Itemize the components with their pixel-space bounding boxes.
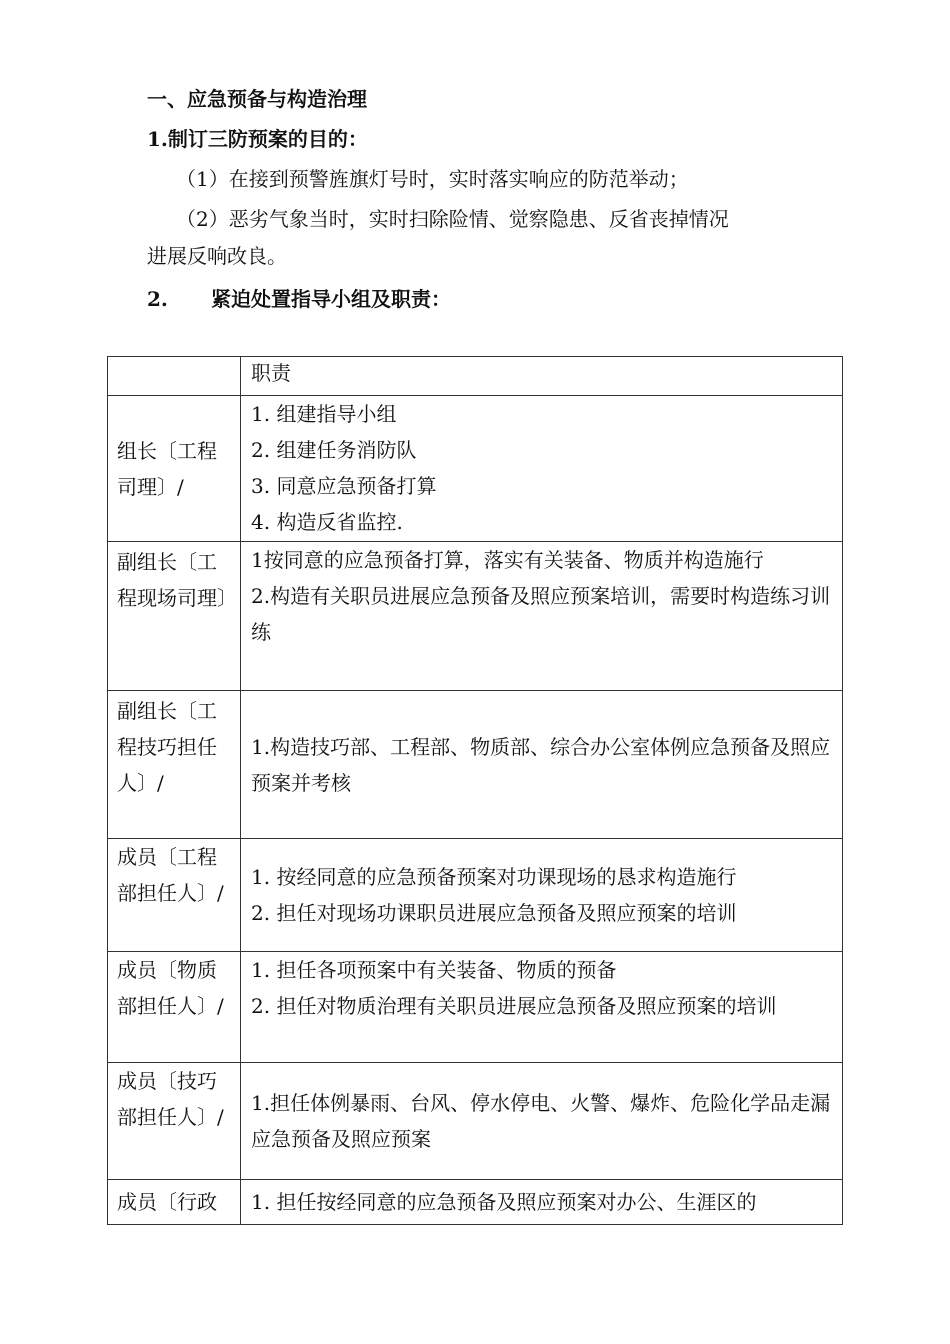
duty-line: 1. 按经同意的应急预备预案对功课现场的恳求构造施行 (251, 865, 737, 889)
role-text: 副组长〔工程现场司理〕 (117, 550, 237, 610)
item1-heading: 1.制订三防预案的目的： (147, 127, 368, 151)
duty-cell (241, 1063, 843, 1180)
item1-point-2-cont: 进展反响改良。 (147, 244, 287, 268)
table-row (108, 396, 843, 542)
role-text: 组长〔工程司理〕/ (117, 438, 217, 499)
role-cell (108, 952, 241, 1063)
role-text: 成员〔技巧部担任人〕/ (117, 1069, 224, 1129)
header-duty-cell: 职责 (241, 357, 843, 396)
table-header-row (108, 357, 843, 396)
duty-line: 2. 组建任务消防队 (251, 438, 417, 462)
role-cell (108, 1063, 241, 1180)
role-cell (108, 542, 241, 691)
duty-line: 1. 担任各项预案中有关装备、物质的预备 (251, 958, 617, 982)
duty-cell (241, 691, 843, 839)
table-row (108, 542, 843, 691)
table-row (108, 1063, 843, 1180)
table-row (108, 839, 843, 952)
duty-line: 2. 担任对物质治理有关职员进展应急预备及照应预案的培训 (251, 994, 777, 1018)
table-row (108, 691, 843, 839)
item2-number: 2. (147, 287, 168, 311)
role-text: 成员〔工程部担任人〕/ (117, 845, 224, 905)
duty-cell (241, 952, 843, 1063)
item1-point-1: （1）在接到预警旌旗灯号时，实时落实响应的防范举动； (176, 167, 689, 191)
table-row (108, 952, 843, 1063)
role-text: 成员〔物质部担任人〕/ (117, 958, 224, 1018)
role-cell (108, 691, 241, 839)
duty-line: 1. 担任按经同意的应急预备及照应预案对办公、生涯区的 (251, 1190, 757, 1214)
duty-line: 1.担任体例暴雨、台风、停水停电、火警、爆炸、危险化学品走漏应急预备及照应预案 (251, 1091, 831, 1151)
duty-cell (241, 839, 843, 952)
duty-line: 3. 同意应急预备打算 (251, 474, 437, 498)
section-title: 一、应急预备与构造治理 (147, 87, 367, 111)
table-row (108, 1180, 843, 1225)
duty-line: 2.构造有关职员进展应急预备及照应预案培训，需要时构造练习训练 (251, 584, 831, 644)
duty-line: 1按同意的应急预备打算，落实有关装备、物质并构造施行 (251, 548, 764, 572)
duty-cell (241, 1180, 843, 1225)
role-cell (108, 396, 241, 542)
role-text: 副组长〔工程技巧担任人〕/ (117, 699, 217, 795)
header-role-cell (108, 357, 241, 396)
duty-cell (241, 542, 843, 691)
responsibility-table (107, 356, 843, 1225)
role-cell (108, 1180, 241, 1225)
duty-line: 1.构造技巧部、工程部、物质部、综合办公室体例应急预备及照应预案并考核 (251, 734, 831, 795)
duty-line: 1. 组建指导小组 (251, 402, 397, 426)
role-cell (108, 839, 241, 952)
duty-cell (241, 396, 843, 542)
item1-point-2: （2）恶劣气象当时，实时扫除险情、觉察隐患、反省丧掉情况 (176, 207, 729, 231)
duty-line: 4. 构造反省监控. (251, 510, 403, 534)
duty-line: 2. 担任对现场功课职员进展应急预备及照应预案的培训 (251, 901, 737, 925)
role-text: 成员〔行政 (117, 1190, 217, 1214)
item2-heading: 紧迫处置指导小组及职责： (211, 287, 451, 311)
